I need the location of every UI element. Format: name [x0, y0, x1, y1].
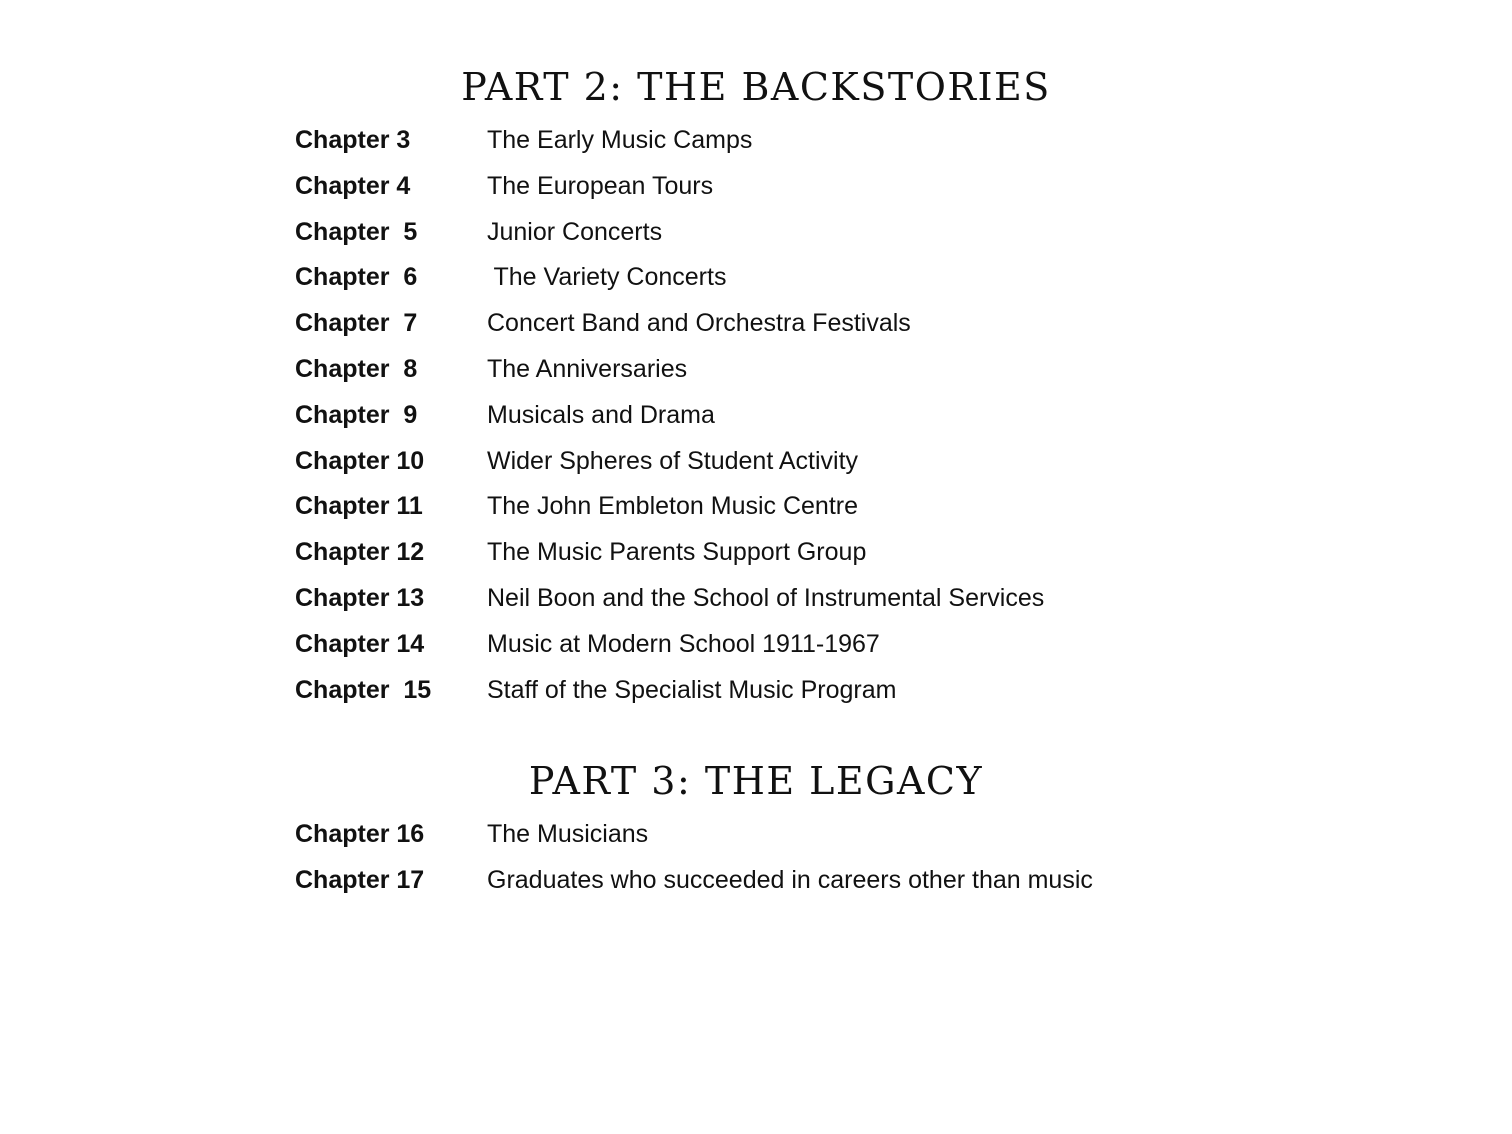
chapter-label: Chapter 6	[295, 263, 418, 292]
chapter-label: Chapter 8	[295, 354, 418, 383]
toc-list	[295, 820, 1295, 912]
chapter-title: The European Tours	[487, 171, 714, 200]
chapter-title: The Anniversaries	[487, 354, 688, 383]
chapter-label: Chapter 3	[295, 126, 411, 154]
chapter-label: Chapter 11	[295, 492, 423, 521]
toc-entry	[295, 172, 1295, 218]
chapter-title: The Variety Concerts	[487, 263, 727, 292]
chapter-title: Staff of the Specialist Music Program	[487, 675, 897, 704]
toc-entry	[295, 355, 1295, 401]
toc-entry	[295, 492, 1295, 538]
chapter-label: Chapter 15	[295, 675, 432, 704]
chapter-label: Chapter 12	[295, 538, 425, 567]
toc-entry	[295, 584, 1295, 630]
chapter-title: Concert Band and Orchestra Festivals	[487, 309, 911, 338]
toc-entry	[295, 401, 1295, 447]
toc-entry	[295, 820, 1295, 866]
chapter-title: Graduates who succeeded in careers other than music	[487, 865, 1093, 894]
chapter-label: Chapter 17	[295, 865, 425, 894]
toc-entry	[295, 309, 1295, 355]
chapter-title: Wider Spheres of Student Activity	[487, 446, 859, 475]
chapter-title: Junior Concerts	[487, 217, 663, 246]
toc-entry	[295, 126, 1295, 172]
chapter-label: Chapter 4	[295, 171, 411, 200]
chapter-title: The John Embleton Music Centre	[487, 492, 859, 521]
chapter-label: Chapter 5	[295, 217, 418, 246]
part-heading: PART 2: THE BACKSTORIES	[461, 65, 1051, 109]
toc-entry	[295, 866, 1295, 912]
part-heading: PART 3: THE LEGACY	[528, 759, 984, 803]
toc-entry	[295, 263, 1295, 309]
toc-entry	[295, 218, 1295, 264]
chapter-label: Chapter 13	[295, 583, 425, 612]
chapter-label: Chapter 10	[295, 446, 425, 475]
chapter-title: Neil Boon and the School of Instrumental Services	[487, 583, 1045, 612]
toc-entry	[295, 676, 1295, 722]
toc-entry	[295, 538, 1295, 584]
chapter-label: Chapter 7	[295, 309, 418, 338]
toc-entry	[295, 630, 1295, 676]
chapter-title: The Musicians	[487, 820, 649, 848]
chapter-title: The Music Parents Support Group	[487, 538, 867, 567]
chapter-title: The Early Music Camps	[487, 126, 753, 154]
chapter-title: Music at Modern School 1911-1967	[487, 629, 880, 658]
toc-list	[295, 126, 1295, 721]
chapter-title: Musicals and Drama	[487, 400, 715, 429]
chapter-label: Chapter 16	[295, 820, 425, 848]
chapter-label: Chapter 14	[295, 629, 425, 658]
toc-entry	[295, 447, 1295, 493]
chapter-label: Chapter 9	[295, 400, 418, 429]
